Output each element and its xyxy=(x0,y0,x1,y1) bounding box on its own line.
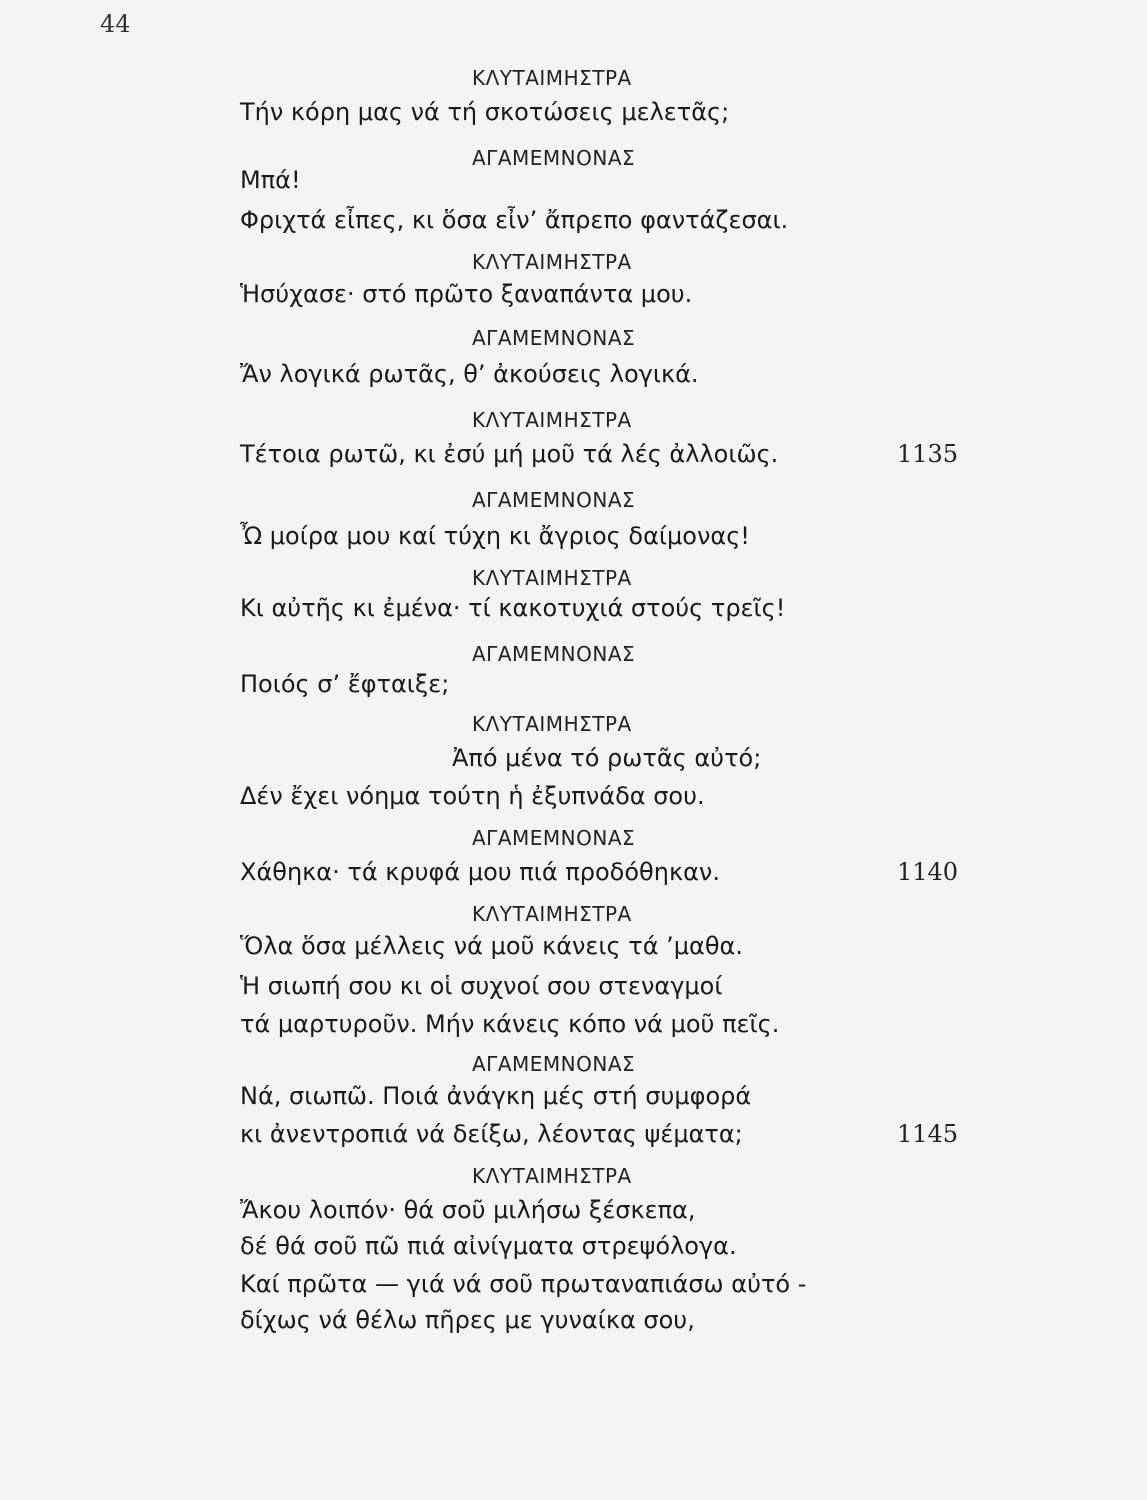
verse-line: Χάθηκα· τά κρυφά μου πιά προδόθηκαν. xyxy=(240,858,720,886)
verse-line: Καί πρῶτα — γιά νά σοῦ πρωταναπιάσω αὐτό - xyxy=(240,1270,807,1298)
speaker-name: ΚΛΥΤΑΙΜΗΣΤΡΑ xyxy=(472,408,632,432)
verse-line: Δέν ἔχει νόημα τούτη ἡ ἐξυπνάδα σου. xyxy=(240,782,705,810)
speaker-name: ΑΓΑΜΕΜΝΟΝΑΣ xyxy=(472,488,636,512)
verse-line: Ἡ σιωπή σου κι οἱ συχνοί σου στεναγμοί xyxy=(240,972,723,1000)
line-number: 1135 xyxy=(897,440,959,468)
speaker-name: ΚΛΥΤΑΙΜΗΣΤΡΑ xyxy=(472,902,632,926)
speaker-name: ΑΓΑΜΕΜΝΟΝΑΣ xyxy=(472,642,636,666)
verse-line: Ποιός σ’ ἔφταιξε; xyxy=(240,670,450,698)
verse-line: Ὅλα ὅσα μέλλεις νά μοῦ κάνεις τά ’μαθα. xyxy=(240,932,743,960)
speaker-name: ΚΛΥΤΑΙΜΗΣΤΡΑ xyxy=(472,250,632,274)
speaker-name: ΑΓΑΜΕΜΝΟΝΑΣ xyxy=(472,1052,636,1076)
page-number: 44 xyxy=(100,10,131,38)
speaker-name: ΑΓΑΜΕΜΝΟΝΑΣ xyxy=(472,326,636,350)
verse-line: τά μαρτυροῦν. Μήν κάνεις κόπο νά μοῦ πεῖς. xyxy=(240,1010,780,1038)
speaker-name: ΑΓΑΜΕΜΝΟΝΑΣ xyxy=(472,826,636,850)
verse-line: δέ θά σοῦ πῶ πιά αἰνίγματα στρεψόλογα. xyxy=(240,1232,737,1260)
verse-line: Ἄκου λοιπόν· θά σοῦ μιλήσω ξέσκεπα, xyxy=(240,1196,696,1224)
verse-line: Μπά! xyxy=(240,166,301,194)
verse-line: Ἡσύχασε· στό πρῶτο ξαναπάντα μου. xyxy=(240,280,693,308)
verse-line: κι ἀνεντροπιά νά δείξω, λέοντας ψέματα; xyxy=(240,1120,743,1148)
speaker-name: ΚΛΥΤΑΙΜΗΣΤΡΑ xyxy=(472,566,632,590)
line-number: 1140 xyxy=(897,858,959,886)
line-number: 1145 xyxy=(897,1120,959,1148)
verse-line: Κι αὐτῆς κι ἐμένα· τί κακοτυχιά στούς τρεῖς! xyxy=(240,594,786,622)
verse-line: Ἄν λογικά ρωτᾶς, θ’ ἀκούσεις λογικά. xyxy=(240,360,699,388)
verse-line: Ἀπό μένα τό ρωτᾶς αὐτό; xyxy=(452,744,762,772)
speaker-name: ΚΛΥΤΑΙΜΗΣΤΡΑ xyxy=(472,712,632,736)
verse-line: Τέτοια ρωτῶ, κι ἐσύ μή μοῦ τά λές ἀλλοιῶς. xyxy=(240,440,779,468)
speaker-name: ΑΓΑΜΕΜΝΟΝΑΣ xyxy=(472,146,636,170)
verse-line: δίχως νά θέλω πῆρες με γυναίκα σου, xyxy=(240,1306,695,1334)
speaker-name: ΚΛΥΤΑΙΜΗΣΤΡΑ xyxy=(472,1164,632,1188)
verse-line: Φριχτά εἶπες, κι ὅσα εἶν’ ἄπρεπο φαντάζεσαι. xyxy=(240,206,789,234)
verse-line: Νά, σιωπῶ. Ποιά ἀνάγκη μές στή συμφορά xyxy=(240,1082,752,1110)
verse-line: Τήν κόρη μας νά τή σκοτώσεις μελετᾶς; xyxy=(240,98,730,126)
speaker-name: ΚΛΥΤΑΙΜΗΣΤΡΑ xyxy=(472,66,632,90)
verse-line: Ὦ μοίρα μου καί τύχη κι ἄγριος δαίμονας! xyxy=(240,522,750,550)
